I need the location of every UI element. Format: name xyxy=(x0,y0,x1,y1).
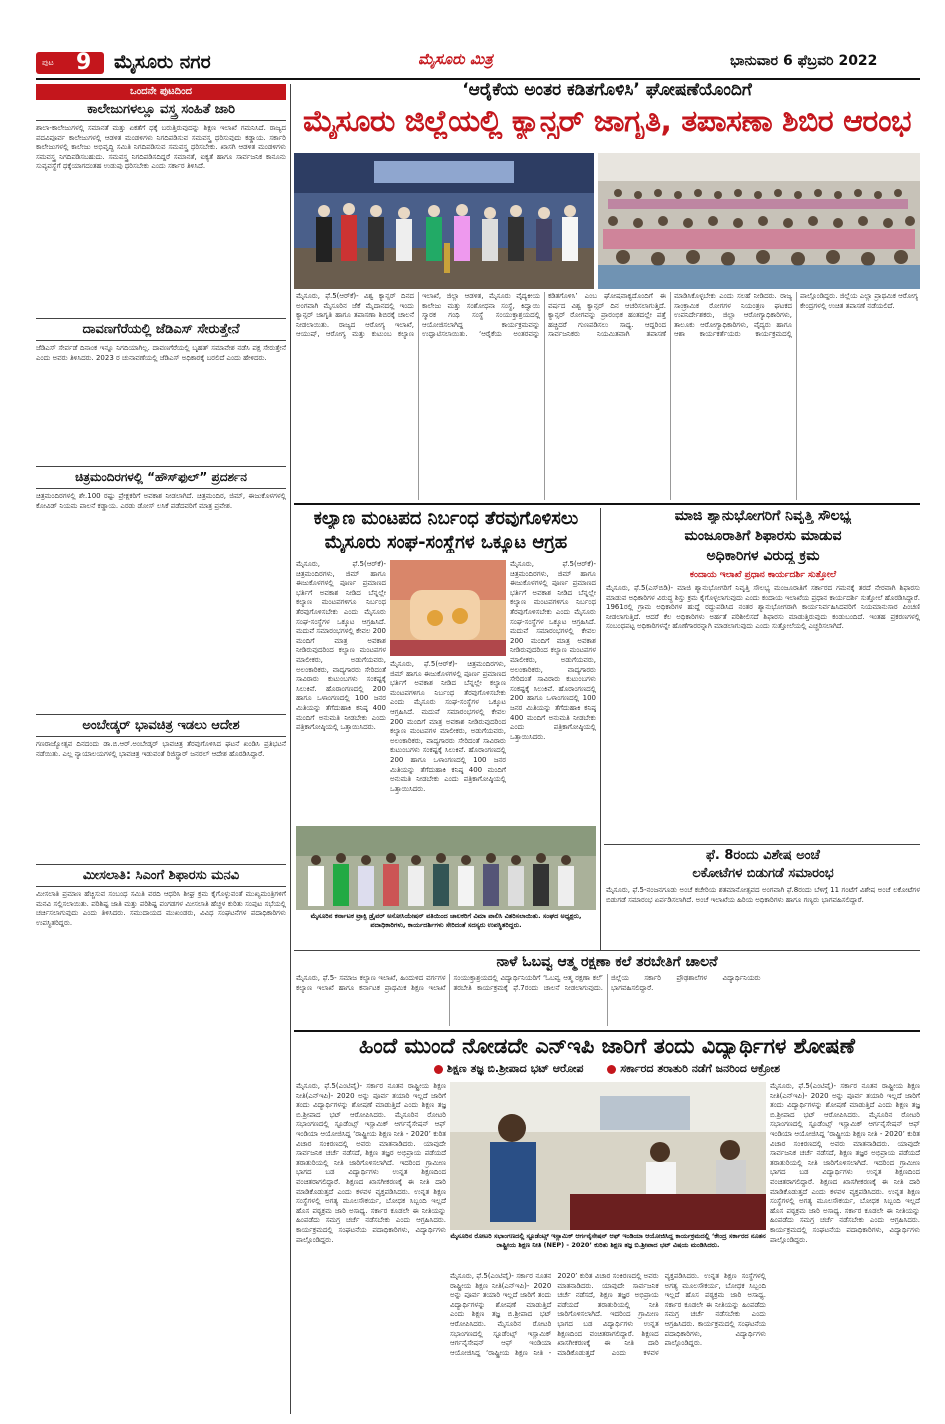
marriage-body-text-2: ಮೈಸೂರು, ಫೆ.5(ಆರ್‌ಕೆ)- ಚಿತ್ರಮಂದಿರಗಳು, ಜಿಮ್ ಹಾಗೂ ಈಜುಕೊಳಗಳಲ್ಲಿ ಪೂರ್ಣ ಪ್ರಮಾಣದ ಭರ್ತಿಗೆ ಅವಕಾಶ ನೀಡಿದ ಬೆನ್ನಲ್ಲೇ ಕಲ್ಯಾಣ ಮಂಟಪಗಳಿಗೂ ನಿರ್ಬಂಧ ತೆರವುಗೊಳಿಸಬೇಕು ಎಂದು ಮೈಸೂರು ಸಂಘ-ಸಂಸ್ಥೆಗಳ ಒಕ್ಕೂಟ ಆಗ್ರಹಿಸಿದೆ. ಮದುವೆ ಸಮಾರಂಭಗಳಲ್ಲಿ ಕೇವಲ 200 ಮಂದಿಗೆ ಮಾತ್ರ ಅವಕಾಶ ನೀಡಿರುವುದರಿಂದ ಕಲ್ಯಾಣ ಮಂಟಪಗಳ ಮಾಲೀಕರು, ಅಡುಗೆಯವರು, ಅಲಂಕಾರಿಕರು, ವಾದ್ಯಗಾರರು ಸೇರಿದಂತೆ ಸಾವಿರಾರು ಕುಟುಂಬಗಳು ಸಂಕಷ್ಟಕ್ಕೆ ಸಿಲುಕಿವೆ. ಹೊರಾಂಗಣದಲ್ಲಿ 200 ಹಾಗೂ ಒಳಾಂಗಣದಲ್ಲಿ 100 ಜನರ ಮಿತಿಯನ್ನು ತೆಗೆದುಹಾಕಿ ಕನಿಷ್ಠ 400 ಮಂದಿಗೆ ಅನುಮತಿ ನೀಡಬೇಕು ಎಂದು ಪತ್ರಿಕಾಗೋಷ್ಠಿಯಲ್ಲಿ ಒತ್ತಾಯಿಸಿದರು. xyxy=(390,660,506,793)
page-label: ಪುಟ xyxy=(42,58,54,67)
lead-kicker: ‘ಆರೈಕೆಯ ಅಂತರ ಕಡಿತಗೊಳಿಸಿ’ ಘೋಷಣೆಯೊಂದಿಗೆ xyxy=(462,80,752,100)
left-story-4 xyxy=(36,714,286,868)
masthead: ಮೈಸೂರು ಮಿತ್ರ xyxy=(418,50,493,68)
lead-bottom-rule xyxy=(294,503,920,505)
mid-section-rule xyxy=(294,950,920,951)
marriage-body-left xyxy=(296,560,386,822)
training-body: ಮೈಸೂರು, ಫೆ.5- ಸಮಾಜ ಕಲ್ಯಾಣ ಇಲಾಖೆ, ಹಿಂದುಳಿದ ವರ್ಗಗಳ ಕಲ್ಯಾಣ ಇಲಾಖೆ ಹಾಗೂ ಕರ್ನಾಟಕ ಪ್ರಾಥಮಿಕ ಶಿಕ್ಷಣ ಇಲಾಖೆ ಸಂಯುಕ್ತಾಶ್ರಯದಲ್ಲಿ ವಿದ್ಯಾರ್ಥಿನಿಯರಿಗೆ ‘ಓಬವ್ವ ಆತ್ಮ ರಕ್ಷಣಾ ಕಲೆ’ ತರಬೇತಿ ಕಾರ್ಯಕ್ರಮಕ್ಕೆ ಫೆ.7ರಂದು ಚಾಲನೆ ನೀಡಲಾಗುವುದು. ಜಿಲ್ಲೆಯ ಸರ್ಕಾರಿ ಪ್ರೌಢಶಾಲೆಗಳ ವಿದ್ಯಾರ್ಥಿನಿಯರು ಭಾಗವಹಿಸಲಿದ್ದಾರೆ. xyxy=(296,974,761,992)
nep-body-col-3 xyxy=(770,1082,920,1412)
continued-banner-label: ಒಂದನೇ ಪುಟದಿಂದ xyxy=(130,86,192,97)
bullet-icon xyxy=(434,1065,443,1074)
nep-photo-caption: ಮೈಸೂರಿನ ರೋಟರಿ ಸಭಾಂಗಣದಲ್ಲಿ ಸ್ಟೂಡೆಂಟ್ಸ್ ಇಸ್ಲಾಮಿಕ್ ಆರ್ಗನೈಸೇಷನ್ ಆಫ್ ಇಂಡಿಯಾ ಆಯೋಜಿಸಿದ್ದ ಕಾರ್ಯಕ್ರಮದಲ್ಲಿ ‘ಕೇಂದ್ರ ಸರ್ಕಾರದ ನೂತನ ರಾಷ್ಟ್ರೀಯ ಶಿಕ್ಷಣ ನೀತಿ (NEP) - 2020’ ಕುರಿತು ಶಿಕ್ಷಣ ತಜ್ಞ ಬಿ.ಶ್ರೀಪಾದ ಭಟ್ ವಿಷಯ ಮಂಡಿಸಿದರು. xyxy=(450,1232,766,1249)
left-column-divider xyxy=(290,84,291,1414)
marriage-body-right xyxy=(510,560,596,822)
nep-body-text: ಮೈಸೂರು, ಫೆ.5(ಎಂಟಿವೈ)- ಸರ್ಕಾರ ನೂತನ ರಾಷ್ಟ್ರೀಯ ಶಿಕ್ಷಣ ನೀತಿ(ಎನ್‌ಇಪಿ)- 2020 ಅನ್ನು ಪೂರ್ವ ತಯಾರಿ ಇಲ್ಲದೆ ಜಾರಿಗೆ ತಂದು ವಿದ್ಯಾರ್ಥಿಗಳನ್ನು ಶೋಷಣೆ ಮಾಡುತ್ತಿದೆ ಎಂದು ಶಿಕ್ಷಣ ತಜ್ಞ ಬಿ.ಶ್ರೀಪಾದ ಭಟ್ ಆರೋಪಿಸಿದರು. ಮೈಸೂರಿನ ರೋಟರಿ ಸಭಾಂಗಣದಲ್ಲಿ ಸ್ಟೂಡೆಂಟ್ಸ್ ಇಸ್ಲಾಮಿಕ್ ಆರ್ಗನೈಸೇಷನ್ ಆಫ್ ಇಂಡಿಯಾ ಆಯೋಜಿಸಿದ್ದ ‘ರಾಷ್ಟ್ರೀಯ ಶಿಕ್ಷಣ ನೀತಿ - 2020’ ಕುರಿತ ವಿಚಾರ ಸಂಕಿರಣದಲ್ಲಿ ಅವರು ಮಾತನಾಡಿದರು. ಯಾವುದೇ ಸಾರ್ವಜನಿಕ ಚರ್ಚೆ ನಡೆಸದೆ, ಶಿಕ್ಷಣ ತಜ್ಞರ ಅಭಿಪ್ರಾಯ ಪಡೆಯದೆ ತರಾತುರಿಯಲ್ಲಿ ನೀತಿ ಜಾರಿಗೊಳಿಸಲಾಗಿದೆ. ಇದರಿಂದ ಗ್ರಾಮೀಣ ಭಾಗದ ಬಡ ವಿದ್ಯಾರ್ಥಿಗಳು ಉನ್ನತ ಶಿಕ್ಷಣದಿಂದ ವಂಚಿತರಾಗಲಿದ್ದಾರೆ. ಶಿಕ್ಷಣದ ಖಾಸಗೀಕರಣಕ್ಕೆ ಈ ನೀತಿ ದಾರಿ ಮಾಡಿಕೊಡುತ್ತದೆ ಎಂದು ಕಳವಳ ವ್ಯಕ್ತಪಡಿಸಿದರು. ಉನ್ನತ ಶಿಕ್ಷಣ ಸಂಸ್ಥೆಗಳಲ್ಲಿ ಅಗತ್ಯ ಮೂಲಸೌಕರ್ಯ, ಬೋಧಕ ಸಿಬ್ಬಂದಿ ಇಲ್ಲದೆ ಹೊಸ ಪಠ್ಯಕ್ರಮ ಜಾರಿ ಅಸಾಧ್ಯ. ಸರ್ಕಾರ ಕೂಡಲೇ ಈ ನೀತಿಯನ್ನು ಹಿಂಪಡೆದು ಸಮಗ್ರ ಚರ್ಚೆ ನಡೆಸಬೇಕು ಎಂದು ಆಗ್ರಹಿಸಿದರು. ಕಾರ್ಯಕ್ರಮದಲ್ಲಿ ಸಂಘಟನೆಯ ಪದಾಧಿಕಾರಿಗಳು, ವಿದ್ಯಾರ್ಥಿಗಳು ಪಾಲ್ಗೊಂಡಿದ್ದರು. xyxy=(296,1082,446,1244)
nep-subheads xyxy=(294,1062,920,1076)
bullet-icon xyxy=(607,1065,616,1074)
lead-story-body: ಮೈಸೂರು, ಫೆ.5(ಆರ್‌ಕೆ)- ವಿಶ್ವ ಕ್ಯಾನ್ಸರ್ ದಿನದ ಅಂಗವಾಗಿ ಮೈಸೂರಿನ ಜೆಕೆ ಮೈದಾನದಲ್ಲಿ ಇಂದು ಕ್ಯಾನ್ಸರ್ ಜಾಗೃತಿ ಹಾಗೂ ತಪಾಸಣಾ ಶಿಬಿರಕ್ಕೆ ಚಾಲನೆ ನೀಡಲಾಯಿತು. ರಾಜ್ಯದ ಆರೋಗ್ಯ ಇಲಾಖೆ, ಆಯುಷ್, ಆರೋಗ್ಯ ಮತ್ತು ಕುಟುಂಬ ಕಲ್ಯಾಣ ಇಲಾಖೆ, ಜಿಲ್ಲಾ ಆಡಳಿತ, ಮೈಸೂರು ವೈದ್ಯಕೀಯ ಕಾಲೇಜು ಮತ್ತು ಸಂಶೋಧನಾ ಸಂಸ್ಥೆ, ಕಿದ್ವಾಯಿ ಸ್ಮಾರಕ ಗಂಥಿ ಸಂಸ್ಥೆ ಸಂಯುಕ್ತಾಶ್ರಯದಲ್ಲಿ ಆಯೋಜಿಸಲಾಗಿದ್ದ ಕಾರ್ಯಕ್ರಮವನ್ನು ಉದ್ಘಾಟಿಸಲಾಯಿತು. ‘ಆರೈಕೆಯ ಅಂತರವನ್ನು ಕಡಿತಗೊಳಿಸಿ’ ಎಂಬ ಘೋಷವಾಕ್ಯದೊಂದಿಗೆ ಈ ವರ್ಷದ ವಿಶ್ವ ಕ್ಯಾನ್ಸರ್ ದಿನ ಆಚರಿಸಲಾಗುತ್ತಿದೆ. ಕ್ಯಾನ್ಸರ್ ರೋಗವನ್ನು ಪ್ರಾರಂಭಿಕ ಹಂತದಲ್ಲೇ ಪತ್ತೆ ಹಚ್ಚಿದರೆ ಗುಣಪಡಿಸಲು ಸಾಧ್ಯ. ಆದ್ದರಿಂದ ಸಾರ್ವಜನಿಕರು ನಿಯಮಿತವಾಗಿ ತಪಾಸಣೆ ಮಾಡಿಸಿಕೊಳ್ಳಬೇಕು ಎಂದು ಸಲಹೆ ನೀಡಿದರು. ರಾಜ್ಯ ಸಾಂಕ್ರಾಮಿಕ ರೋಗಗಳ ನಿಯಂತ್ರಣ ಘಟಕದ ಉಪನಿರ್ದೇಶಕರು, ಜಿಲ್ಲಾ ಆರೋಗ್ಯಾಧಿಕಾರಿಗಳು, ತಾಲೂಕು ಆರೋಗ್ಯಾಧಿಕಾರಿಗಳು, ವೈದ್ಯರು ಹಾಗೂ ಆಶಾ ಕಾರ್ಯಕರ್ತೆಯರು ಕಾರ್ಯಕ್ರಮದಲ್ಲಿ ಪಾಲ್ಗೊಂಡಿದ್ದರು. ಜಿಲ್ಲೆಯ ಎಲ್ಲಾ ಪ್ರಾಥಮಿಕ ಆರೋಗ್ಯ ಕೇಂದ್ರಗಳಲ್ಲಿ ಉಚಿತ ತಪಾಸಣೆ ನಡೆಯಲಿದೆ. xyxy=(296,292,918,339)
envelope-body: ಮೈಸೂರು, ಫೆ.5-ನಂಜನಗೂಡು ಅಂಚೆ ಕಚೇರಿಯ ಶತಮಾನೋತ್ಸವದ ಅಂಗವಾಗಿ ಫೆ.8ರಂದು ಬೆಳಿಗ್ಗೆ 11 ಗಂಟೆಗೆ ವಿಶೇಷ ಅಂಚೆ ಲಕೋಟೆಗಳ ಬಿಡುಗಡೆ ಸಮಾರಂಭ ಏರ್ಪಡಿಸಲಾಗಿದೆ. ಅಂಚೆ ಇಲಾಖೆಯ ಹಿರಿಯ ಅಧಿಕಾರಿಗಳು ಹಾಗೂ ಗಣ್ಯರು ಭಾಗವಹಿಸಲಿದ್ದಾರೆ. xyxy=(606,886,920,904)
envelope-headline-2: ಲಕೋಟೆಗಳ ಬಿಡುಗಡೆ ಸಮಾರಂಭ xyxy=(692,866,834,881)
lead-photo-audience xyxy=(598,153,920,289)
page-number-box xyxy=(36,52,104,74)
lead-photo-stage xyxy=(294,153,594,289)
nep-body-col-1 xyxy=(296,1082,446,1412)
left-story-5-body: ಮೀಸಲಾತಿ ಪ್ರಮಾಣ ಹೆಚ್ಚಿಸುವ ಸಂಬಂಧ ಸಮಿತಿ ವರದಿ ಆಧರಿಸಿ ಶೀಘ್ರ ಕ್ರಮ ಕೈಗೊಳ್ಳುವಂತೆ ಮುಖ್ಯಮಂತ್ರಿಗಳಿಗೆ ಮನವಿ ಸಲ್ಲಿಸಲಾಯಿತು. ಪರಿಶಿಷ್ಟ ಜಾತಿ ಮತ್ತು ಪರಿಶಿಷ್ಟ ಪಂಗಡಗಳ ಮೀಸಲಾತಿ ಹೆಚ್ಚಳ ಕುರಿತು ಸಂಪುಟ ಸಭೆಯಲ್ಲಿ ಚರ್ಚಿಸಲಾಗುವುದು ಎಂದು ತಿಳಿಸಿದರು. ಸಮುದಾಯದ ಮುಖಂಡರು, ವಿವಿಧ ಸಂಘಟನೆಗಳ ಪದಾಧಿಕಾರಿಗಳು ಉಪಸ್ಥಿತರಿದ್ದರು. xyxy=(36,890,286,927)
envelope-headline-1: ಫೆ. 8ರಂದು ವಿಶೇಷ ಅಂಚೆ xyxy=(706,848,820,863)
left-story-2-body: ಜೆಡಿಎಸ್ ಸೇರ್ಪಡೆ ದಿನಾಂಕ ಇನ್ನೂ ನಿಗದಿಯಾಗಿಲ್ಲ. ದಾವಣಗೆರೆಯಲ್ಲಿ ಬೃಹತ್ ಸಮಾವೇಶ ನಡೆಸಿ ಪಕ್ಷ ಸೇರುತ್ತೇನೆ ಎಂದು ಅವರು ತಿಳಿಸಿದರು. 2023 ರ ಚುನಾವಣೆಯಲ್ಲಿ ಜೆಡಿಎಸ್ ಅಧಿಕಾರಕ್ಕೆ ಬರಲಿದೆ ಎಂದು ಹೇಳಿದರು. xyxy=(36,344,286,362)
left-story-3-title: ಚಿತ್ರಮಂದಿರಗಳಲ್ಲಿ “ಹೌಸ್‌ಫುಲ್” ಪ್ರದರ್ಶನ xyxy=(36,466,286,489)
nep-photo xyxy=(450,1082,766,1230)
retire-headline-1: ಮಾಜಿ ಶ್ಯಾನುಭೋಗರಿಗೆ ನಿವೃತ್ತಿ ಸೌಲಭ್ಯ xyxy=(674,508,852,524)
nep-body-text-2: ಮೈಸೂರು, ಫೆ.5(ಎಂಟಿವೈ)- ಸರ್ಕಾರ ನೂತನ ರಾಷ್ಟ್ರೀಯ ಶಿಕ್ಷಣ ನೀತಿ(ಎನ್‌ಇಪಿ)- 2020 ಅನ್ನು ಪೂರ್ವ ತಯಾರಿ ಇಲ್ಲದೆ ಜಾರಿಗೆ ತಂದು ವಿದ್ಯಾರ್ಥಿಗಳನ್ನು ಶೋಷಣೆ ಮಾಡುತ್ತಿದೆ ಎಂದು ಶಿಕ್ಷಣ ತಜ್ಞ ಬಿ.ಶ್ರೀಪಾದ ಭಟ್ ಆರೋಪಿಸಿದರು. ಮೈಸೂರಿನ ರೋಟರಿ ಸಭಾಂಗಣದಲ್ಲಿ ಸ್ಟೂಡೆಂಟ್ಸ್ ಇಸ್ಲಾಮಿಕ್ ಆರ್ಗನೈಸೇಷನ್ ಆಫ್ ಇಂಡಿಯಾ ಆಯೋಜಿಸಿದ್ದ ‘ರಾಷ್ಟ್ರೀಯ ಶಿಕ್ಷಣ ನೀತಿ - 2020’ ಕುರಿತ ವಿಚಾರ ಸಂಕಿರಣದಲ್ಲಿ ಅವರು ಮಾತನಾಡಿದರು. ಯಾವುದೇ ಸಾರ್ವಜನಿಕ ಚರ್ಚೆ ನಡೆಸದೆ, ಶಿಕ್ಷಣ ತಜ್ಞರ ಅಭಿಪ್ರಾಯ ಪಡೆಯದೆ ತರಾತುರಿಯಲ್ಲಿ ನೀತಿ ಜಾರಿಗೊಳಿಸಲಾಗಿದೆ. ಇದರಿಂದ ಗ್ರಾಮೀಣ ಭಾಗದ ಬಡ ವಿದ್ಯಾರ್ಥಿಗಳು ಉನ್ನತ ಶಿಕ್ಷಣದಿಂದ ವಂಚಿತರಾಗಲಿದ್ದಾರೆ. ಶಿಕ್ಷಣದ ಖಾಸಗೀಕರಣಕ್ಕೆ ಈ ನೀತಿ ದಾರಿ ಮಾಡಿಕೊಡುತ್ತದೆ ಎಂದು ಕಳವಳ ವ್ಯಕ್ತಪಡಿಸಿದರು. ಉನ್ನತ ಶಿಕ್ಷಣ ಸಂಸ್ಥೆಗಳಲ್ಲಿ ಅಗತ್ಯ ಮೂಲಸೌಕರ್ಯ, ಬೋಧಕ ಸಿಬ್ಬಂದಿ ಇಲ್ಲದೆ ಹೊಸ ಪಠ್ಯಕ್ರಮ ಜಾರಿ ಅಸಾಧ್ಯ. ಸರ್ಕಾರ ಕೂಡಲೇ ಈ ನೀತಿಯನ್ನು ಹಿಂಪಡೆದು ಸಮಗ್ರ ಚರ್ಚೆ ನಡೆಸಬೇಕು ಎಂದು ಆಗ್ರಹಿಸಿದರು. ಕಾರ್ಯಕ್ರಮದಲ್ಲಿ ಸಂಘಟನೆಯ ಪದಾಧಿಕಾರಿಗಳು, ವಿದ್ಯಾರ್ಥಿಗಳು ಪಾಲ್ಗೊಂಡಿದ್ದರು. xyxy=(450,1272,766,1357)
page-number: 9 xyxy=(76,50,92,75)
nep-headline: ಹಿಂದೆ ಮುಂದೆ ನೋಡದೇ ಎನ್‌ಇಪಿ ಜಾರಿಗೆ ತಂದು ವಿದ್ಯಾರ್ಥಿಗಳ ಶೋಷಣೆ xyxy=(358,1034,856,1058)
marriage-photo xyxy=(390,560,506,656)
marriage-body-text-3: ಮೈಸೂರು, ಫೆ.5(ಆರ್‌ಕೆ)- ಚಿತ್ರಮಂದಿರಗಳು, ಜಿಮ್ ಹಾಗೂ ಈಜುಕೊಳಗಳಲ್ಲಿ ಪೂರ್ಣ ಪ್ರಮಾಣದ ಭರ್ತಿಗೆ ಅವಕಾಶ ನೀಡಿದ ಬೆನ್ನಲ್ಲೇ ಕಲ್ಯಾಣ ಮಂಟಪಗಳಿಗೂ ನಿರ್ಬಂಧ ತೆರವುಗೊಳಿಸಬೇಕು ಎಂದು ಮೈಸೂರು ಸಂಘ-ಸಂಸ್ಥೆಗಳ ಒಕ್ಕೂಟ ಆಗ್ರಹಿಸಿದೆ. ಮದುವೆ ಸಮಾರಂಭಗಳಲ್ಲಿ ಕೇವಲ 200 ಮಂದಿಗೆ ಮಾತ್ರ ಅವಕಾಶ ನೀಡಿರುವುದರಿಂದ ಕಲ್ಯಾಣ ಮಂಟಪಗಳ ಮಾಲೀಕರು, ಅಡುಗೆಯವರು, ಅಲಂಕಾರಿಕರು, ವಾದ್ಯಗಾರರು ಸೇರಿದಂತೆ ಸಾವಿರಾರು ಕುಟುಂಬಗಳು ಸಂಕಷ್ಟಕ್ಕೆ ಸಿಲುಕಿವೆ. ಹೊರಾಂಗಣದಲ್ಲಿ 200 ಹಾಗೂ ಒಳಾಂಗಣದಲ್ಲಿ 100 ಜನರ ಮಿತಿಯನ್ನು ತೆಗೆದುಹಾಕಿ ಕನಿಷ್ಠ 400 ಮಂದಿಗೆ ಅನುಮತಿ ನೀಡಬೇಕು ಎಂದು ಪತ್ರಿಕಾಗೋಷ್ಠಿಯಲ್ಲಿ ಒತ್ತಾಯಿಸಿದರು. xyxy=(510,560,596,741)
left-story-4-title: ಅಂಬೇಡ್ಕರ್ ಭಾವಚಿತ್ರ ಇಡಲು ಆದೇಶ xyxy=(36,714,286,737)
nep-sub-2: ಸರ್ಕಾರದ ತರಾತುರಿ ನಡೆಗೆ ಜನರಿಂದ ಆಕ್ರೋಶ xyxy=(620,1062,781,1075)
taxi-association-photo xyxy=(296,826,596,910)
left-story-4-body: ಗಣರಾಜ್ಯೋತ್ಸವ ದಿನದಂದು ಡಾ.ಬಿ.ಆರ್.ಅಂಬೇಡ್ಕರ್ ಭಾವಚಿತ್ರ ತೆರವುಗೊಳಿಸಿದ ಘಟನೆ ಖಂಡಿಸಿ ಪ್ರತಿಭಟನೆ ನಡೆಯಿತು. ಎಲ್ಲ ನ್ಯಾಯಾಲಯಗಳಲ್ಲಿ ಭಾವಚಿತ್ರ ಇಡುವಂತೆ ರಿಜಿಸ್ಟ್ರಾರ್ ಜನರಲ್ ಆದೇಶ ಹೊರಡಿಸಿದ್ದಾರೆ. xyxy=(36,740,286,758)
left-story-1-title: ಕಾಲೇಜುಗಳಲ್ಲೂ ವಸ್ತ್ರ ಸಂಹಿತೆ ಜಾರಿ xyxy=(36,102,286,121)
retire-headline-2: ಮಂಜೂರಾತಿಗೆ ಶಿಫಾರಸು ಮಾಡುವ xyxy=(684,528,842,544)
left-story-2-title: ದಾವಣಗೆರೆಯಲ್ಲಿ ಜೆಡಿಎಸ್ ಸೇರುತ್ತೇನೆ xyxy=(36,318,286,341)
left-story-3-body: ಚಿತ್ರಮಂದಿರಗಳಲ್ಲಿ ಶೇ.100 ರಷ್ಟು ಪ್ರೇಕ್ಷಕರಿಗೆ ಅವಕಾಶ ನೀಡಲಾಗಿದೆ. ಚಿತ್ರಮಂದಿರ, ಜಿಮ್, ಈಜುಕೊಳಗಳಲ್ಲಿ ಕೋವಿಡ್ ನಿಯಮ ಪಾಲನೆ ಕಡ್ಡಾಯ. ಎರಡು ಡೋಸ್ ಲಸಿಕೆ ಪಡೆದವರಿಗೆ ಮಾತ್ರ ಪ್ರವೇಶ. xyxy=(36,492,286,510)
taxi-association-caption: ಮೈಸೂರಿನ ಕರ್ನಾಟಕ ಟ್ರಾಕ್ಸಿ ಡ್ರೈವರ್ ಅಸೋಸಿಯೇಷನ್ ವತಿಯಿಂದ ಚಾಲಕರಿಗೆ ವಿಮಾ ಪಾಲಿಸಿ ವಿತರಿಸಲಾಯಿತು. ಸಂಘದ ಅಧ್ಯಕ್ಷರು, ಪದಾಧಿಕಾರಿಗಳು, ಕಾರ್ಯದರ್ಶಿಗಳು ಸೇರಿದಂತೆ ಸದಸ್ಯರು ಉಪಸ್ಥಿತರಿದ್ದರು. xyxy=(310,912,582,929)
nep-top-rule xyxy=(294,1030,920,1032)
issue-date: ಭಾನುವಾರ 6 ಫೆಬ್ರವರಿ 2022 xyxy=(730,53,878,69)
section-title: ಮೈಸೂರು ನಗರ xyxy=(114,51,211,73)
marriage-body-text: ಮೈಸೂರು, ಫೆ.5(ಆರ್‌ಕೆ)- ಚಿತ್ರಮಂದಿರಗಳು, ಜಿಮ್ ಹಾಗೂ ಈಜುಕೊಳಗಳಲ್ಲಿ ಪೂರ್ಣ ಪ್ರಮಾಣದ ಭರ್ತಿಗೆ ಅವಕಾಶ ನೀಡಿದ ಬೆನ್ನಲ್ಲೇ ಕಲ್ಯಾಣ ಮಂಟಪಗಳಿಗೂ ನಿರ್ಬಂಧ ತೆರವುಗೊಳಿಸಬೇಕು ಎಂದು ಮೈಸೂರು ಸಂಘ-ಸಂಸ್ಥೆಗಳ ಒಕ್ಕೂಟ ಆಗ್ರಹಿಸಿದೆ. ಮದುವೆ ಸಮಾರಂಭಗಳಲ್ಲಿ ಕೇವಲ 200 ಮಂದಿಗೆ ಮಾತ್ರ ಅವಕಾಶ ನೀಡಿರುವುದರಿಂದ ಕಲ್ಯಾಣ ಮಂಟಪಗಳ ಮಾಲೀಕರು, ಅಡುಗೆಯವರು, ಅಲಂಕಾರಿಕರು, ವಾದ್ಯಗಾರರು ಸೇರಿದಂತೆ ಸಾವಿರಾರು ಕುಟುಂಬಗಳು ಸಂಕಷ್ಟಕ್ಕೆ ಸಿಲುಕಿವೆ. ಹೊರಾಂಗಣದಲ್ಲಿ 200 ಹಾಗೂ ಒಳಾಂಗಣದಲ್ಲಿ 100 ಜನರ ಮಿತಿಯನ್ನು ತೆಗೆದುಹಾಕಿ ಕನಿಷ್ಠ 400 ಮಂದಿಗೆ ಅನುಮತಿ ನೀಡಬೇಕು ಎಂದು ಪತ್ರಿಕಾಗೋಷ್ಠಿಯಲ್ಲಿ ಒತ್ತಾಯಿಸಿದರು. xyxy=(296,560,386,732)
marriage-headline-1: ಕಲ್ಯಾಣ ಮಂಟಪದ ನಿರ್ಬಂಧ ತೆರವುಗೊಳಿಸಲು xyxy=(313,508,579,529)
continued-banner xyxy=(36,84,286,100)
nep-body-text-3: ಮೈಸೂರು, ಫೆ.5(ಎಂಟಿವೈ)- ಸರ್ಕಾರ ನೂತನ ರಾಷ್ಟ್ರೀಯ ಶಿಕ್ಷಣ ನೀತಿ(ಎನ್‌ಇಪಿ)- 2020 ಅನ್ನು ಪೂರ್ವ ತಯಾರಿ ಇಲ್ಲದೆ ಜಾರಿಗೆ ತಂದು ವಿದ್ಯಾರ್ಥಿಗಳನ್ನು ಶೋಷಣೆ ಮಾಡುತ್ತಿದೆ ಎಂದು ಶಿಕ್ಷಣ ತಜ್ಞ ಬಿ.ಶ್ರೀಪಾದ ಭಟ್ ಆರೋಪಿಸಿದರು. ಮೈಸೂರಿನ ರೋಟರಿ ಸಭಾಂಗಣದಲ್ಲಿ ಸ್ಟೂಡೆಂಟ್ಸ್ ಇಸ್ಲಾಮಿಕ್ ಆರ್ಗನೈಸೇಷನ್ ಆಫ್ ಇಂಡಿಯಾ ಆಯೋಜಿಸಿದ್ದ ‘ರಾಷ್ಟ್ರೀಯ ಶಿಕ್ಷಣ ನೀತಿ - 2020’ ಕುರಿತ ವಿಚಾರ ಸಂಕಿರಣದಲ್ಲಿ ಅವರು ಮಾತನಾಡಿದರು. ಯಾವುದೇ ಸಾರ್ವಜನಿಕ ಚರ್ಚೆ ನಡೆಸದೆ, ಶಿಕ್ಷಣ ತಜ್ಞರ ಅಭಿಪ್ರಾಯ ಪಡೆಯದೆ ತರಾತುರಿಯಲ್ಲಿ ನೀತಿ ಜಾರಿಗೊಳಿಸಲಾಗಿದೆ. ಇದರಿಂದ ಗ್ರಾಮೀಣ ಭಾಗದ ಬಡ ವಿದ್ಯಾರ್ಥಿಗಳು ಉನ್ನತ ಶಿಕ್ಷಣದಿಂದ ವಂಚಿತರಾಗಲಿದ್ದಾರೆ. ಶಿಕ್ಷಣದ ಖಾಸಗೀಕರಣಕ್ಕೆ ಈ ನೀತಿ ದಾರಿ ಮಾಡಿಕೊಡುತ್ತದೆ ಎಂದು ಕಳವಳ ವ್ಯಕ್ತಪಡಿಸಿದರು. ಉನ್ನತ ಶಿಕ್ಷಣ ಸಂಸ್ಥೆಗಳಲ್ಲಿ ಅಗತ್ಯ ಮೂಲಸೌಕರ್ಯ, ಬೋಧಕ ಸಿಬ್ಬಂದಿ ಇಲ್ಲದೆ ಹೊಸ ಪಠ್ಯಕ್ರಮ ಜಾರಿ ಅಸಾಧ್ಯ. ಸರ್ಕಾರ ಕೂಡಲೇ ಈ ನೀತಿಯನ್ನು ಹಿಂಪಡೆದು ಸಮಗ್ರ ಚರ್ಚೆ ನಡೆಸಬೇಕು ಎಂದು ಆಗ್ರಹಿಸಿದರು. ಕಾರ್ಯಕ್ರಮದಲ್ಲಿ ಸಂಘಟನೆಯ ಪದಾಧಿಕಾರಿಗಳು, ವಿದ್ಯಾರ್ಥಿಗಳು ಪಾಲ್ಗೊಂಡಿದ್ದರು. xyxy=(770,1082,920,1244)
nep-sub-1: ಶಿಕ್ಷಣ ತಜ್ಞ ಬಿ.ಶ್ರೀಪಾದ ಭಟ್ ಆರೋಪ xyxy=(446,1062,584,1075)
left-story-5 xyxy=(36,864,286,1390)
retire-body: ಮೈಸೂರು, ಫೆ.5(ಎಸ್‌ಬಿಡಿ)- ಮಾಜಿ ಶ್ಯಾನುಭೋಗರಿಗೆ ನಿವೃತ್ತಿ ಸೌಲಭ್ಯ ಮಂಜೂರಾತಿಗೆ ಸರ್ಕಾರದ ಗಮನಕ್ಕೆ ತರದೆ ನೇರವಾಗಿ ಶಿಫಾರಸು ಮಾಡುವ ಅಧಿಕಾರಿಗಳ ವಿರುದ್ಧ ಶಿಸ್ತು ಕ್ರಮ ಕೈಗೊಳ್ಳಲಾಗುವುದು ಎಂದು ಕಂದಾಯ ಇಲಾಖೆಯ ಪ್ರಧಾನ ಕಾರ್ಯದರ್ಶಿ ಸುತ್ತೋಲೆ ಹೊರಡಿಸಿದ್ದಾರೆ. 1961ರಲ್ಲಿ ಗ್ರಾಮ ಅಧಿಕಾರಿಗಳ ಹುದ್ದೆ ರದ್ದುಪಡಿಸಿದ ನಂತರ ಶ್ಯಾನುಭೋಗರಾಗಿ ಕಾರ್ಯನಿರ್ವಹಿಸಿದವರಿಗೆ ನಿಯಮಾನುಸಾರ ಪಿಂಚಣಿ ನೀಡಲಾಗುತ್ತಿದೆ. ಆದರೆ ಕೆಲ ಅಧಿಕಾರಿಗಳು ಅರ್ಹತೆ ಪರಿಶೀಲಿಸದೆ ಶಿಫಾರಸು ಮಾಡುತ್ತಿರುವುದು ಕಂಡುಬಂದಿದೆ. ಇಂತಹ ಪ್ರಕರಣಗಳಲ್ಲಿ ಸಂಬಂಧಪಟ್ಟ ಅಧಿಕಾರಿಗಳನ್ನೇ ಹೊಣೆಗಾರರನ್ನಾಗಿ ಮಾಡಲಾಗುವುದು ಎಂದು ಸುತ್ತೋಲೆಯಲ್ಲಿ ಎಚ್ಚರಿಸಲಾಗಿದೆ. xyxy=(606,584,920,631)
nep-body-col-2 xyxy=(450,1272,766,1412)
page-header xyxy=(36,50,920,76)
left-story-1 xyxy=(36,102,286,334)
marriage-headline-2: ಮೈಸೂರು ಸಂಘ-ಸಂಸ್ಥೆಗಳ ಒಕ್ಕೂಟ ಆಗ್ರಹ xyxy=(324,532,568,553)
left-story-2 xyxy=(36,318,286,484)
left-story-3 xyxy=(36,466,286,712)
left-story-1-body: ಶಾಲಾ-ಕಾಲೇಜುಗಳಲ್ಲಿ ಸಮಾನತೆ ಮತ್ತು ಏಕತೆಗೆ ಧಕ್ಕೆ ಬರುತ್ತಿರುವುದನ್ನು ಶಿಕ್ಷಣ ಇಲಾಖೆ ಗಮನಿಸಿದೆ. ರಾಜ್ಯದ ಪದವಿಪೂರ್ವ ಕಾಲೇಜುಗಳಲ್ಲಿ ಆಡಳಿತ ಮಂಡಳಿಗಳು ನಿಗದಿಪಡಿಸುವ ಸಮವಸ್ತ್ರ ಧರಿಸುವುದು ಕಡ್ಡಾಯ. ಸರ್ಕಾರಿ ಕಾಲೇಜುಗಳಲ್ಲಿ ಕಾಲೇಜು ಅಭಿವೃದ್ಧಿ ಸಮಿತಿ ನಿಗದಿಪಡಿಸುವ ಸಮವಸ್ತ್ರ ಧರಿಸಬೇಕು. ಖಾಸಗಿ ಆಡಳಿತ ಮಂಡಳಿಗಳು ಸಮವಸ್ತ್ರ ನಿಗದಿಪಡಿಸಬಹುದು. ಸಮವಸ್ತ್ರ ನಿಗದಿಪಡಿಸದಿದ್ದರೆ ಸಮಾನತೆ, ಐಕ್ಯತೆ ಹಾಗೂ ಸಾರ್ವಜನಿಕ ಕಾನೂನು ಸುವ್ಯವಸ್ಥೆಗೆ ಧಕ್ಕೆಯಾಗದಂತಹ ಉಡುಪು ಧರಿಸಬೇಕು ಎಂದು ಸರ್ಕಾರ ತಿಳಿಸಿದೆ. xyxy=(36,124,286,171)
retire-bottom-rule xyxy=(604,844,920,845)
left-story-5-title: ಮೀಸಲಾತಿ: ಸಿಎಂಗೆ ಶಿಫಾರಸು ಮನವಿ xyxy=(36,864,286,887)
lead-headline: ಮೈಸೂರು ಜಿಲ್ಲೆಯಲ್ಲಿ ಕ್ಯಾನ್ಸರ್ ಜಾಗೃತಿ, ತಪಾಸಣಾ ಶಿಬಿರ ಆರಂಭ xyxy=(302,104,912,139)
marriage-body-mid xyxy=(390,660,506,822)
mid-divider xyxy=(600,508,601,950)
retire-headline-3: ಅಧಿಕಾರಿಗಳ ವಿರುದ್ಧ ಕ್ರಮ xyxy=(706,548,820,564)
retire-subhead: ಕಂದಾಯ ಇಲಾಖೆ ಪ್ರಧಾನ ಕಾರ್ಯದರ್ಶಿ ಸುತ್ತೋಲೆ xyxy=(689,570,837,580)
training-headline: ನಾಳೆ ಓಬವ್ವ ಆತ್ಮ ರಕ್ಷಣಾ ಕಲೆ ತರಬೇತಿಗೆ ಚಾಲನೆ xyxy=(496,954,718,970)
